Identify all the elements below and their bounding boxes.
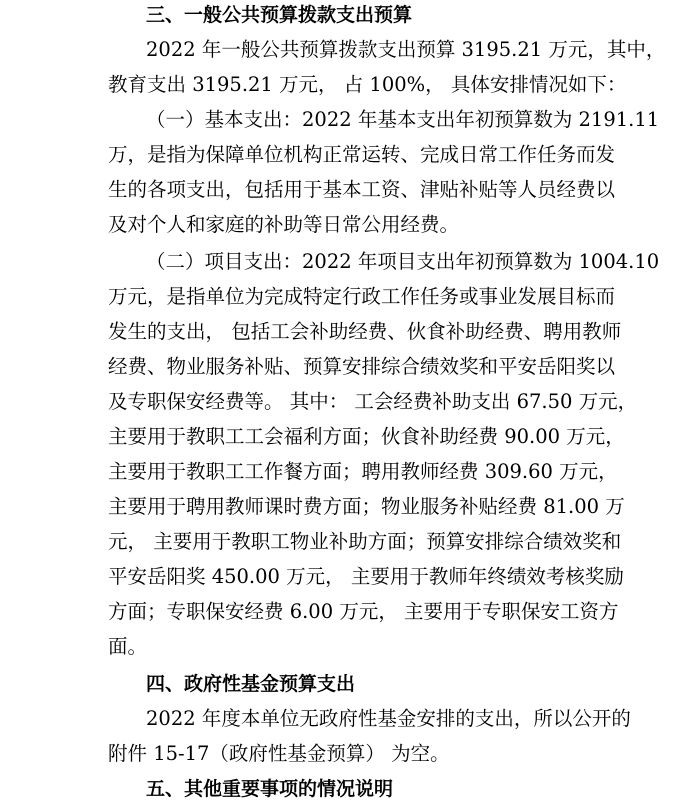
section-3-heading: 三、一般公共预算拨款支出预算 xyxy=(146,4,413,26)
project-expenditure-line-3: 发生的支出， 包括工会补助经费、伙食补助经费、聘用教师 xyxy=(108,320,622,343)
section-4-body-line-1: 2022 年度本单位无政府性基金安排的支出，所以公开的 xyxy=(146,707,631,730)
project-expenditure-line-8: 主要用于聘用教师课时费方面；物业服务补贴经费 81.00 万 xyxy=(108,495,625,518)
section-4-heading: 四、政府性基金预算支出 xyxy=(146,673,356,695)
project-expenditure-line-11: 方面；专职保安经费 6.00 万元， 主要用于专职保安工资方 xyxy=(108,600,619,623)
basic-expenditure-line-2: 万，是指为保障单位机构正常运转、完成日常工作任务而发 xyxy=(108,143,616,166)
project-expenditure-line-5: 及专职保安经费等。 其中： 工会经费补助支出 67.50 万元， xyxy=(108,390,638,413)
project-expenditure-line-1: （二）项目支出：2022 年项目支出年初预算数为 1004.10 xyxy=(146,250,660,273)
project-expenditure-line-4: 经费、物业服务补贴、预算安排综合绩效奖和平安岳阳奖以 xyxy=(108,355,616,378)
project-expenditure-line-9: 元， 主要用于教职工物业补助方面；预算安排综合绩效奖和 xyxy=(108,530,622,553)
basic-expenditure-line-4: 及对个人和家庭的补助等日常公用经费。 xyxy=(108,213,460,236)
project-expenditure-line-10: 平安岳阳奖 450.00 万元， 主要用于教师年终绩效考核奖励 xyxy=(108,565,624,588)
section-5-heading: 五、其他重要事项的情况说明 xyxy=(146,778,394,800)
section-3-intro-line-1: 2022 年一般公共预算拨款支出预算 3195.21 万元，其中， xyxy=(146,38,666,61)
project-expenditure-line-7: 主要用于教职工工作餐方面；聘用教师经费 309.60 万元， xyxy=(108,460,618,483)
basic-expenditure-line-1: （一）基本支出：2022 年基本支出年初预算数为 2191.11 xyxy=(146,108,660,131)
basic-expenditure-line-3: 生的各项支出，包括用于基本工资、津贴补贴等人员经费以 xyxy=(108,178,616,201)
project-expenditure-line-12: 面。 xyxy=(108,635,148,658)
section-3-intro-line-2: 教育支出 3195.21 万元， 占 100%， 具体安排情况如下： xyxy=(108,73,627,96)
project-expenditure-line-2: 万元，是指单位为完成特定行政工作任务或事业发展目标而 xyxy=(108,285,616,308)
section-4-body-line-2: 附件 15-17（政府性基金预算） 为空。 xyxy=(108,742,450,765)
project-expenditure-line-6: 主要用于教职工工会福利方面；伙食补助经费 90.00 万元， xyxy=(108,425,625,448)
